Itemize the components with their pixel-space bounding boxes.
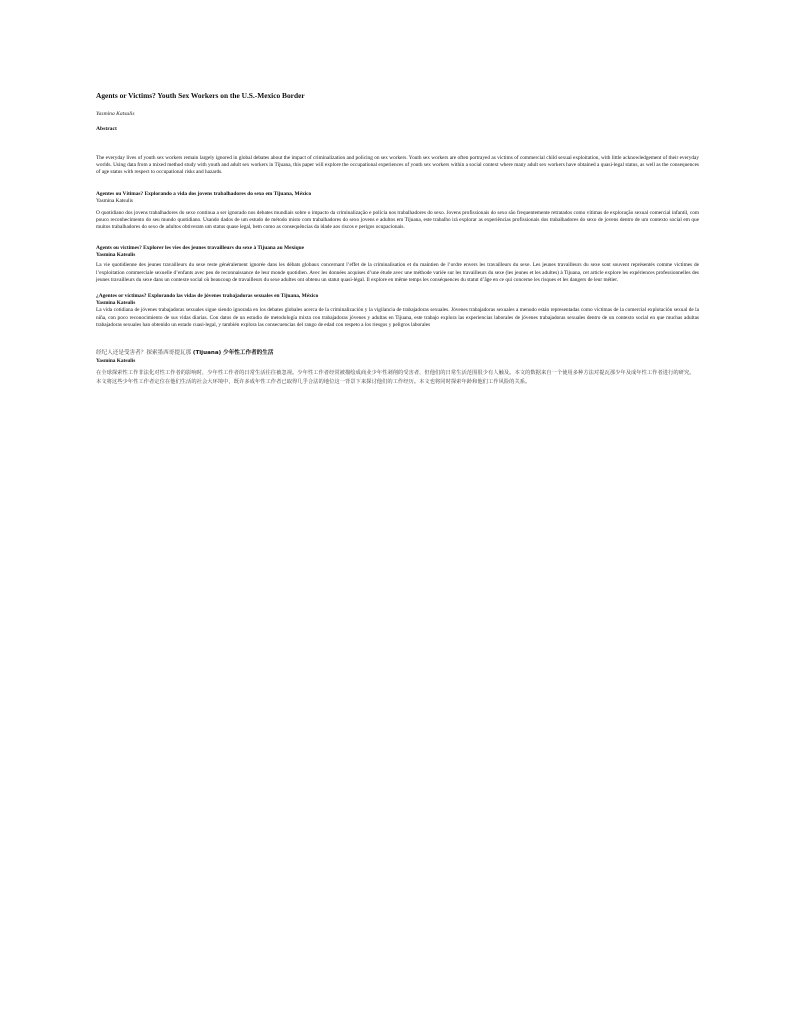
paper-author: Yasmina Katsulis [96,110,135,117]
chinese-title-main: 经纪人还是受害者？探索墨西哥提瓦那 [96,350,192,357]
portuguese-title: Agentes ou Vítimas? Explorando a vida dos jovens trabalhadores do sexo em Tijuana, México [96,190,312,197]
section-chinese [96,350,699,387]
french-author: Yasmina Katsulis [96,251,136,258]
spanish-title: ¿Agentes or víctimas? Explorando las vidas de jóvenes trabajadoras sexuales en Tijuana, México [96,293,319,300]
section-spanish [96,293,699,329]
chinese-title [96,350,699,358]
section-french [96,245,699,285]
french-abstract: La vie quotidienne des jeunes travailleurs du sexe reste généralement ignorée dans les débats globaux concernant l’effet de la criminalisation et du maintien de l’ordre envers les travailleurs du sexe. Les jeunes travailleurs du sexe sont souvent représentés comme victimes de l’exploitation commerciale sexuelle d’enfants avec peu de reconnaissance de leur monde quotidien. Avec les données acquises d’une étude avec une méthode variée sur les travailleurs du sexe (les jeunes et les adultes) à Tijuana, cet article explore les expériences professionnelles des jeunes travailleurs du sexe dans un contexte social où beaucoup de travailleurs du sexe adultes ont obtenu un statut quasi-légal. Il explore en même temps les conséquences du statut d’âge en ce qui concerne les risques et les dangers de leur métier. [96,262,699,284]
section-portuguese [96,191,699,232]
chinese-abstract: 在全球探索性工作非法化对性工作者的影响时，少年性工作者的日常生活往往被忽视。少年性工作者经常被描绘成商业少年性剥削的受害者，但他们的日常生活范围很少有人触及。本文的数据来自一个使用多种方法对提瓦那少年及成年性工作者进行的研究。本文将这些少年性工作者定位在他们生活的社会大环境中，既许多成年性工作者已取得几乎合法的地位这一背景下来探讨他们的工作经历。本文也将同时探索年龄和他们工作风险的关系。 [96,369,695,386]
spanish-author: Yasmina Katsulis [96,300,136,307]
french-title: Agents ou victimes? Explorer les vies des jeunes travailleurs du sexe à Tijuana au Mexique [96,244,305,251]
chinese-author: Yasmina Katsulis [96,357,136,364]
portuguese-abstract: O quotidiano dos jovens trabalhadores do sexo continua a ser ignorado nos debates mundiais sobre o impacto da criminalização e polícia nos trabalhadores do sexo. Jovens profissionais do sexo são frequentemente retratados como vítimas de exploração sexual comercial infantil, com pouco reconhecimento do seu mundo quotidiano. Usando dados de um estudo de método misto com trabalhadores do sexo jovens e adultos em Tijuana, este trabalho irá explorar as experiências profissionais dos trabalhadores do sexo de jovens dentro de um contexto social em que muitos trabalhadores do sexo de adultos obtiveram um status quase legal, bem como as consequências da idade aos riscos e perigos ocupacionais. [96,209,699,231]
abstract-heading: Abstract [96,125,117,132]
portuguese-author: Yasmina Katsulis [96,197,133,204]
chinese-title-bold: (Tijuana) 少年性工作者的生活 [192,350,274,357]
paper-title: Agents or Victims? Youth Sex Workers on the U.S.-Mexico Border [96,91,305,100]
abstract-english: The everyday lives of youth sex workers remain largely ignored in global debates about the impact of criminalization and policing on sex workers. Youth sex workers are often portrayed as victims of commercial child sexual exploitation, with little acknowledgement of their everyday worlds. Using data from a mixed method study with youth and adult sex workers in Tijuana, this paper will explore the occupational experiences of youth sex workers within a social context where many adult sex workers have obtained a quasi-legal status, as well as the consequences of age status with respect to occupational risks and hazards. [96,154,699,176]
document-page [96,92,699,387]
spanish-abstract: La vida cotidiana de jóvenes trabajadoras sexuales sigue siendo ignorada en los debates globales acerca de la criminalización y la vigilancia de trabajadoras sexuales. Jóvenes trabajadoras sexuales a menudo están representadas como víctimas de la comercial explotación sexual de la niña, con poco reconocimiento de sus vidas diarias. Con datos de un estudio de metodología mixta con trabajadoras jóvenes y adultas en Tijuana, este trabajo explora las experiencias laborales de jóvenes trabajadoras sexuales dentro de un contexto social en que muchas adultas trabajadoras sexuales han obtenido un estado cuasi-legal, y también explora las consecuencias del rango de edad con respeto a los riesgos y peligros laborales [96,307,699,328]
